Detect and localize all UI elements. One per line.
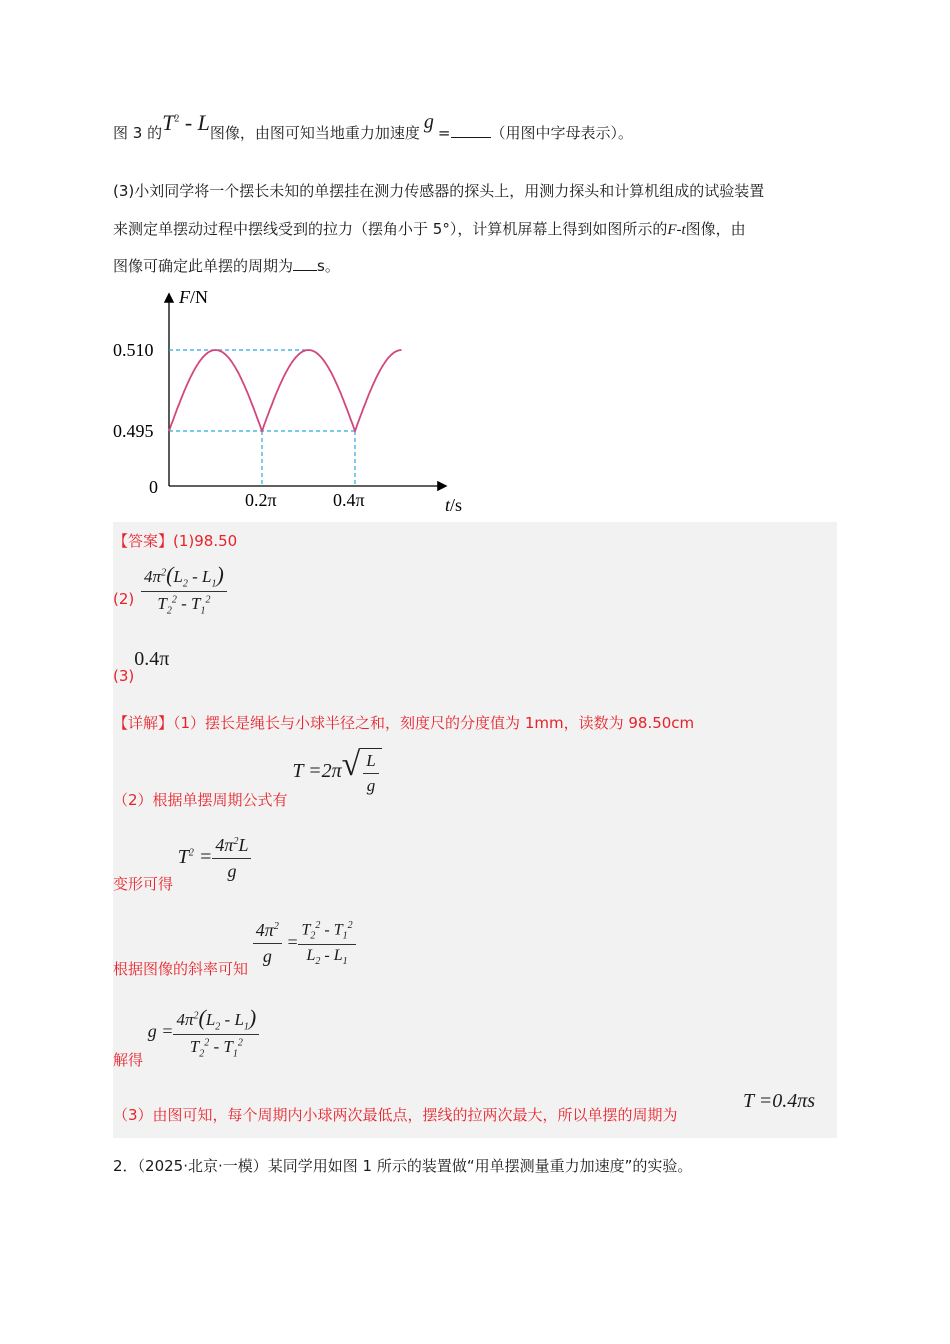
- question-part3-line2: [113, 218, 746, 239]
- answer-1: (1)98.50: [173, 532, 238, 550]
- q2-suffix: （用图中字母表示）。: [490, 124, 634, 142]
- period-result: T =0.4πs: [743, 1090, 816, 1112]
- q3-line2-b: 图像，由: [685, 220, 746, 238]
- x-tick-02pi: 0.2π: [245, 490, 277, 510]
- answer-3-value: 0.4π: [134, 648, 170, 670]
- equals: =: [437, 124, 451, 142]
- t-squared: $T^2$ - L: [162, 110, 210, 135]
- detail-line3: [113, 835, 251, 894]
- t2-formula: $T^2$ = $\frac{4\pi^2L}{g}$: [178, 846, 252, 868]
- y-tick-0495: 0.495: [113, 421, 154, 441]
- q2-middle: 图像，由图可知当地重力加速度: [209, 124, 420, 142]
- answer-3-label: (3): [113, 667, 135, 685]
- y-tick-0: 0: [149, 477, 158, 497]
- period-formula: T =2π √ $\frac{L}{g}$: [292, 760, 381, 782]
- next-question: 2．（2025·北京·一模）某同学用如图 1 所示的装置做“用单摆测量重力加速度”的实验。: [113, 1157, 693, 1175]
- force-time-chart: [105, 283, 485, 518]
- q2-prefix: 图 3 的: [113, 124, 163, 142]
- question-part2-tail: [113, 110, 634, 144]
- detail-p1: （1）摆长是绳长与小球半径之和，刻度尺的分度值为 1mm，读数为 98.50cm: [173, 714, 695, 732]
- detail-p4: 根据图像的斜率可知: [113, 959, 249, 978]
- force-curve: [169, 350, 402, 431]
- g-symbol: g: [423, 111, 434, 133]
- detail-line4: [113, 920, 356, 978]
- question-part3-line1: (3)小刘同学将一个摆长未知的单摆挂在测力传感器的探头上，用测力探头和计算机组成的试验装置: [113, 182, 765, 200]
- detail-line2: [113, 746, 382, 809]
- g-formula: g = $\frac{4\pi^2(L_2 - L_1)}{T_2^2 - T_1^2}$: [148, 1021, 259, 1041]
- answer-line1: [113, 530, 237, 551]
- detail-p5: 解得: [113, 1050, 144, 1069]
- detail-line6: [113, 1090, 837, 1124]
- y-axis-label: F/N: [179, 287, 208, 307]
- detail-heading: 【详解】: [113, 714, 174, 732]
- detail-p3: 变形可得: [113, 875, 174, 894]
- period-blank: [293, 270, 317, 271]
- answer-blank: [451, 137, 491, 138]
- answer-line3: [113, 648, 170, 685]
- detail-line1: [113, 712, 694, 733]
- ft-symbol: F-t: [667, 222, 686, 238]
- answer-2-formula: $\frac{4\pi^2(L_2 - L_1)}{T_2^2 - T_1^2}$: [141, 562, 227, 617]
- slope-formula: $\frac{4\pi^2}{g}$ = $\frac{T_2^2 - T_1^2}{L_2 - L_1}$: [253, 932, 356, 952]
- answer-2-label: (2): [113, 589, 135, 608]
- detail-line5: [113, 1005, 259, 1069]
- answer-heading: 【答案】: [113, 532, 174, 550]
- x-axis-label: t/s: [445, 495, 463, 515]
- q3-line3-b: s。: [317, 257, 340, 275]
- answer-line2: [113, 562, 227, 617]
- y-tick-0510: 0.510: [113, 340, 154, 360]
- q3-line2-a: 来测定单摆动过程中摆线受到的拉力（摆角小于 5°），计算机屏幕上得到如图所示的: [113, 220, 668, 238]
- question-part3-line3: [113, 255, 340, 276]
- detail-p2: （2）根据单摆周期公式有: [113, 790, 288, 809]
- q3-line3-a: 图像可确定此单摆的周期为: [113, 257, 294, 275]
- x-tick-04pi: 0.4π: [333, 490, 365, 510]
- detail-p6: （3）由图可知，每个周期内小球两次最低点，摆线的拉两次最大，所以单摆的周期为: [113, 1106, 678, 1124]
